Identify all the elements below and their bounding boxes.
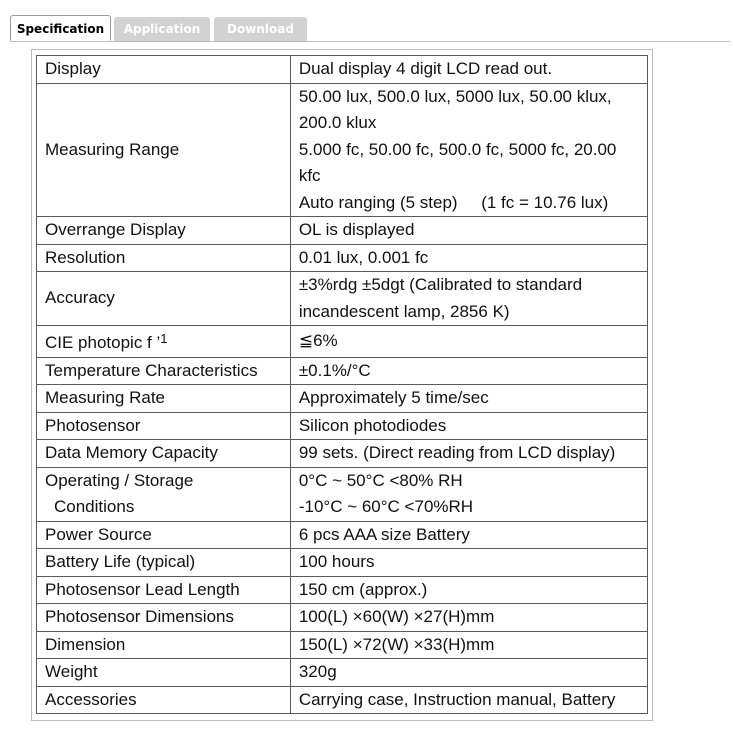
tab-specification[interactable]: Specification [10,15,111,41]
row-label: Power Source [37,521,291,549]
table-row [37,604,648,632]
row-value [290,272,647,326]
row-value: Approximately 5 time/sec [290,385,647,413]
row-label: Accuracy [37,272,291,326]
row-value: ≦6% [290,326,647,358]
tab-application[interactable]: Application [114,17,210,41]
row-label: Accessories [37,686,291,714]
row-value: 100(L) ×60(W) ×27(H)mm [290,604,647,632]
table-row [37,549,648,577]
row-label [37,326,291,358]
row-label: Battery Life (typical) [37,549,291,577]
row-label: Resolution [37,244,291,272]
value-line: incandescent lamp, 2856 K) [298,301,510,321]
label-line: Conditions [54,497,135,516]
row-label: Display [37,56,291,84]
value-line: 0°C ~ 50°C <80% RH [298,470,463,490]
row-value: 150 cm (approx.) [290,576,647,604]
specification-table [36,55,648,714]
row-value: OL is displayed [290,217,647,245]
row-value: 6 pcs AAA size Battery [290,521,647,549]
row-label [37,467,291,521]
value-line: Auto ranging (5 step) (1 fc = 10.76 lux) [298,192,609,212]
table-row [37,686,648,714]
row-value: 99 sets. (Direct reading from LCD display) [290,440,647,468]
value-line: 50.00 lux, 500.0 lux, 5000 lux, 50.00 klux, [298,86,612,106]
footnote-marker: 1 [160,331,168,346]
label-line: Operating / Storage [45,470,194,490]
row-value: 320g [290,659,647,687]
cie-label-text: CIE photopic f ’ [45,333,161,352]
table-row [37,659,648,687]
value-line: ±3%rdg ±5dgt (Calibrated to standard [298,275,583,294]
table-row [37,244,648,272]
table-row [37,467,648,521]
row-label: Measuring Range [37,83,291,217]
row-value: 0.01 lux, 0.001 fc [290,244,647,272]
table-row [37,83,648,217]
table-row [37,631,648,659]
table-row [37,56,648,84]
row-value: Silicon photodiodes [290,412,647,440]
row-label: Measuring Rate [37,385,291,413]
value-line: 5.000 fc, 50.00 fc, 500.0 fc, 5000 fc, 20.00 [298,139,617,159]
row-label: Data Memory Capacity [37,440,291,468]
table-row [37,521,648,549]
row-label: Photosensor Dimensions [37,604,291,632]
row-value: Carrying case, Instruction manual, Battery [290,686,647,714]
row-label: Photosensor [37,412,291,440]
table-row [37,326,648,358]
table-row [37,576,648,604]
table-row [37,385,648,413]
row-value: 150(L) ×72(W) ×33(H)mm [290,631,647,659]
table-row [37,440,648,468]
row-value [290,83,647,217]
value-line: kfc [298,166,321,185]
row-label: Temperature Characteristics [37,357,291,385]
value-line: -10°C ~ 60°C <70%RH [298,497,474,516]
row-label: Dimension [37,631,291,659]
tab-download[interactable]: Download [214,17,307,41]
row-label: Weight [37,659,291,687]
value-line: 200.0 klux [298,113,377,132]
tab-bar [10,15,730,42]
table-row [37,412,648,440]
row-label: Overrange Display [37,217,291,245]
table-row [37,357,648,385]
row-label: Photosensor Lead Length [37,576,291,604]
table-row [37,272,648,326]
row-value [290,467,647,521]
row-value: ±0.1%/°C [290,357,647,385]
row-value: Dual display 4 digit LCD read out. [290,56,647,84]
row-value: 100 hours [290,549,647,577]
table-row [37,217,648,245]
